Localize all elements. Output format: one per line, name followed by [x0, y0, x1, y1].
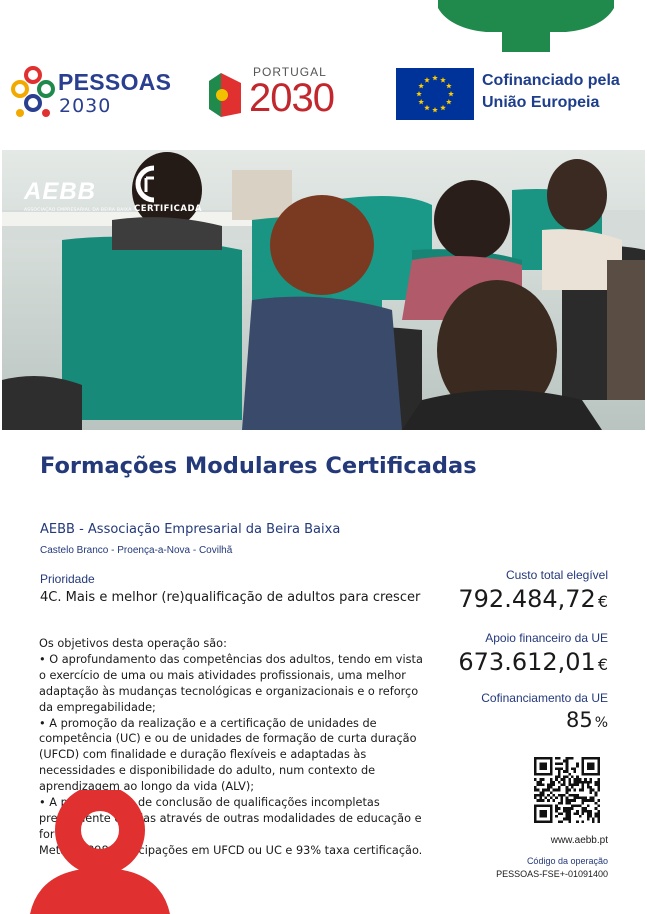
- classroom-photo: [2, 150, 645, 430]
- certification-mark-icon: [132, 164, 166, 204]
- cofinancing-block: [430, 691, 608, 732]
- qr-code[interactable]: [534, 757, 600, 823]
- locations: Castelo Branco - Proença-a-Nova - Covilhã: [40, 545, 233, 556]
- pessoas-logo-year: 2030: [59, 95, 112, 117]
- pessoas-2030-logo: [8, 65, 172, 121]
- priority-value: 4C. Mais e melhor (re)qualificação de adultos para crescer: [40, 590, 421, 605]
- cofinancing-rate: 85: [565, 708, 593, 732]
- aebb-photo-logo-tagline: ASSOCIAÇÃO EMPRESARIAL DA BEIRA BAIXA: [24, 208, 132, 213]
- eu-support-unit: €: [597, 655, 608, 674]
- operation-code-label: Código da operação: [526, 856, 608, 866]
- pessoas-logo-title: PESSOAS: [58, 69, 172, 95]
- aebb-photo-logo: [24, 178, 132, 222]
- objectives-paragraph: • A promoção da realização e a certificação de unidades de competência (UC) e ou de unidades de formação de curta duração (UFCD) com finalidade e duração flexíveis e adaptadas às necessidades e disponibilidade do adulto, num contexto de aprendizagem ao longo da vida (ALV);: [39, 716, 417, 794]
- eu-support-block: [430, 631, 608, 676]
- total-cost-label: Custo total elegível: [505, 568, 608, 582]
- objectives-goal: Meta – 2898 participações em UFCD ou UC e 93% taxa certificação.: [39, 843, 423, 857]
- logo-bar: [0, 60, 647, 130]
- portugal-2030-logo: [205, 63, 355, 123]
- portugal-logo-word: PORTUGAL: [253, 65, 327, 79]
- eu-logo-line1: Cofinanciado pela: [482, 72, 620, 89]
- eu-support-amount: 673.612,01: [458, 648, 596, 676]
- aebb-photo-logo-name: AEBB: [24, 178, 97, 205]
- objectives-paragraph: Os objetivos desta operação são:: [39, 637, 227, 650]
- certified-entity-logo: [132, 164, 202, 218]
- eu-logo-line2: União Europeia: [482, 94, 600, 111]
- total-cost-value: [430, 585, 608, 613]
- total-cost-block: [430, 568, 608, 613]
- operation-code-value: PESSOAS-FSE+-01091400: [496, 869, 608, 879]
- objectives-paragraph: • A possibilidade de conclusão de qualificações incompletas previamente obtidas através de outras modalidades de educação e for: [39, 796, 422, 841]
- priority-label: Prioridade: [40, 572, 95, 586]
- portugal-flag-icon: [205, 69, 245, 121]
- cofinancing-unit: %: [594, 715, 608, 731]
- eu-cofinancing-logo: [396, 68, 646, 120]
- cofinancing-label: Cofinanciamento da UE: [481, 691, 608, 705]
- eu-logo-text: [482, 70, 620, 114]
- decorative-red-shape: [0, 790, 230, 914]
- cofinancing-value: [430, 708, 608, 732]
- eu-support-value: [430, 648, 608, 676]
- total-cost-unit: €: [597, 592, 608, 611]
- certified-entity-label: CERTIFICADA: [134, 204, 203, 214]
- decorative-green-shape: [438, 0, 614, 52]
- portugal-logo-year: 2030: [249, 76, 334, 120]
- page-title: Formações Modulares Certificadas: [40, 453, 477, 479]
- total-cost-amount: 792.484,72: [458, 585, 596, 613]
- pessoas-logo-mark-icon: [8, 65, 56, 119]
- eu-flag-icon: [396, 68, 474, 120]
- eu-support-label: Apoio financeiro da UE: [485, 631, 608, 645]
- website-link[interactable]: www.aebb.pt: [550, 835, 608, 846]
- beneficiary-entity: AEBB - Associação Empresarial da Beira Baixa: [40, 522, 341, 537]
- objectives-paragraph: • O aprofundamento das competências dos adultos, tendo em vista o exercício de uma ou mais atividades profissionais, uma melhor adaptação às mudanças tecnológicas e organizacionais e o reforço da empregabilidade;: [39, 652, 423, 714]
